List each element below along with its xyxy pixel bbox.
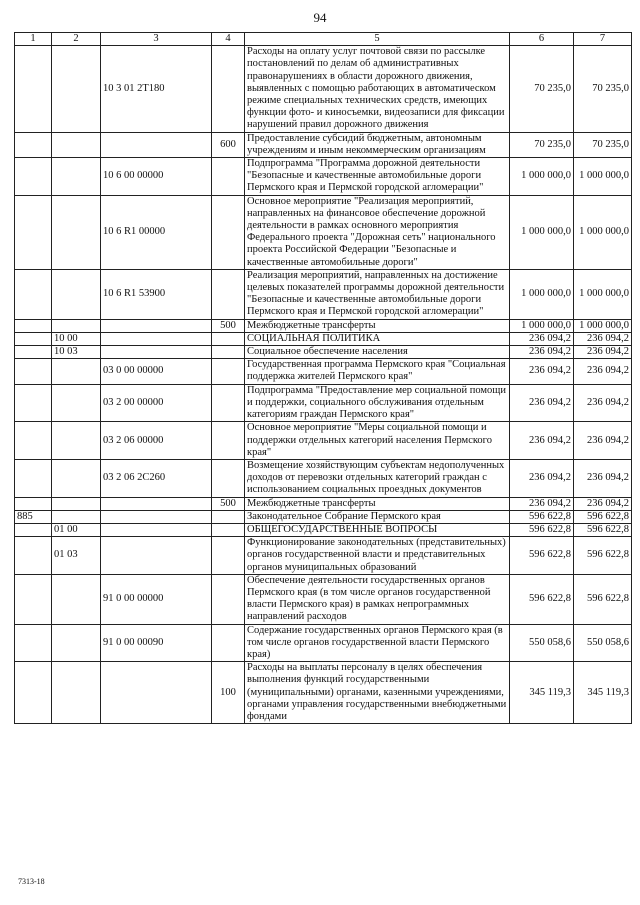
target-article-cell: 10 6 R1 00000 xyxy=(101,195,212,269)
description-cell: Подпрограмма "Предоставление мер социальной помощи и поддержки, социального обслуживания отдельным категориям граждан Пермского края" xyxy=(245,384,510,422)
ministry-code-cell xyxy=(15,624,52,662)
expense-type-cell: 500 xyxy=(212,319,245,332)
table-row xyxy=(15,662,632,724)
amount-2020-cell: 236 094,2 xyxy=(574,332,632,345)
target-article-cell xyxy=(101,510,212,523)
amount-2019-cell: 596 622,8 xyxy=(510,510,574,523)
table-row xyxy=(15,346,632,359)
section-code-cell xyxy=(52,132,101,157)
ministry-code-cell xyxy=(15,195,52,269)
amount-2020-cell: 1 000 000,0 xyxy=(574,158,632,196)
description-cell: Основное мероприятие "Реализация мероприятий, направленных на финансовое обеспечение дорожной деятельности в рамках основного мероприятия Федерального проекта "Дорожная сеть" национального проекта Российской Федерации "Безопасные и качественные автомобильные дороги" xyxy=(245,195,510,269)
section-code-cell xyxy=(52,574,101,624)
target-article-cell: 03 2 06 00000 xyxy=(101,422,212,460)
description-cell: Обеспечение деятельности государственных органов Пермского края (в том числе органов государственной власти Пермского края) в рамках непрограммных направлений расходов xyxy=(245,574,510,624)
target-article-cell xyxy=(101,662,212,724)
budget-table xyxy=(14,32,632,724)
ministry-code-cell xyxy=(15,574,52,624)
target-article-cell xyxy=(101,523,212,536)
ministry-code-cell xyxy=(15,269,52,319)
target-article-cell: 91 0 00 00090 xyxy=(101,624,212,662)
column-header: 5 xyxy=(245,33,510,46)
description-cell: Реализация мероприятий, направленных на достижение целевых показателей программы дорожной деятельности "Безопасные и качественные автомобильные дороги Пермского края и Пермской городской агломерации" xyxy=(245,269,510,319)
table-row xyxy=(15,497,632,510)
description-cell: Законодательное Собрание Пермского края xyxy=(245,510,510,523)
amount-2020-cell: 1 000 000,0 xyxy=(574,269,632,319)
table-row xyxy=(15,359,632,384)
expense-type-cell xyxy=(212,459,245,497)
amount-2019-cell: 236 094,2 xyxy=(510,346,574,359)
ministry-code-cell xyxy=(15,422,52,460)
target-article-cell xyxy=(101,346,212,359)
description-cell: Основное мероприятие "Меры социальной помощи и поддержки отдельных категорий населения Пермского края" xyxy=(245,422,510,460)
description-cell: Подпрограмма "Программа дорожной деятельности "Безопасные и качественные автомобильные дороги Пермского края и Пермской городской агломерации" xyxy=(245,158,510,196)
ministry-code-cell xyxy=(15,46,52,132)
target-article-cell xyxy=(101,537,212,575)
description-cell: Государственная программа Пермского края "Социальная поддержка жителей Пермского края" xyxy=(245,359,510,384)
description-cell: СОЦИАЛЬНАЯ ПОЛИТИКА xyxy=(245,332,510,345)
description-cell: Социальное обеспечение населения xyxy=(245,346,510,359)
document-code: 7313-18 xyxy=(18,877,45,886)
amount-2019-cell: 236 094,2 xyxy=(510,332,574,345)
table-row xyxy=(15,510,632,523)
expense-type-cell: 100 xyxy=(212,662,245,724)
amount-2019-cell: 550 058,6 xyxy=(510,624,574,662)
section-code-cell: 10 03 xyxy=(52,346,101,359)
ministry-code-cell xyxy=(15,497,52,510)
expense-type-cell xyxy=(212,158,245,196)
ministry-code-cell xyxy=(15,319,52,332)
target-article-cell: 03 2 00 00000 xyxy=(101,384,212,422)
ministry-code-cell xyxy=(15,132,52,157)
description-cell: Расходы на выплаты персоналу в целях обеспечения выполнения функций государственными (муниципальными) органами, казенными учреждениями, органами управления государственными внебюджетными фондами xyxy=(245,662,510,724)
ministry-code-cell xyxy=(15,459,52,497)
target-article-cell: 91 0 00 00000 xyxy=(101,574,212,624)
amount-2019-cell: 236 094,2 xyxy=(510,422,574,460)
ministry-code-cell xyxy=(15,359,52,384)
amount-2020-cell: 70 235,0 xyxy=(574,132,632,157)
description-cell: ОБЩЕГОСУДАРСТВЕННЫЕ ВОПРОСЫ xyxy=(245,523,510,536)
expense-type-cell xyxy=(212,195,245,269)
table-row xyxy=(15,624,632,662)
ministry-code-cell xyxy=(15,158,52,196)
target-article-cell: 10 6 R1 53900 xyxy=(101,269,212,319)
expense-type-cell xyxy=(212,346,245,359)
table-row xyxy=(15,319,632,332)
amount-2020-cell: 1 000 000,0 xyxy=(574,319,632,332)
target-article-cell xyxy=(101,319,212,332)
amount-2019-cell: 1 000 000,0 xyxy=(510,269,574,319)
section-code-cell xyxy=(52,269,101,319)
amount-2019-cell: 70 235,0 xyxy=(510,132,574,157)
description-cell: Возмещение хозяйствующим субъектам недополученных доходов от перевозки отдельных категорий граждан с использованием социальных проездных документов xyxy=(245,459,510,497)
section-code-cell xyxy=(52,384,101,422)
description-cell: Функционирование законодательных (представительных) органов государственной власти и представительных органов муниципальных образований xyxy=(245,537,510,575)
table-row xyxy=(15,537,632,575)
column-header: 1 xyxy=(15,33,52,46)
expense-type-cell xyxy=(212,384,245,422)
expense-type-cell xyxy=(212,332,245,345)
amount-2020-cell: 236 094,2 xyxy=(574,459,632,497)
table-row xyxy=(15,132,632,157)
amount-2020-cell: 596 622,8 xyxy=(574,523,632,536)
expense-type-cell xyxy=(212,523,245,536)
section-code-cell: 01 00 xyxy=(52,523,101,536)
amount-2020-cell: 70 235,0 xyxy=(574,46,632,132)
expense-type-cell xyxy=(212,422,245,460)
page-number: 94 xyxy=(313,10,327,25)
target-article-cell: 10 6 00 00000 xyxy=(101,158,212,196)
amount-2019-cell: 345 119,3 xyxy=(510,662,574,724)
target-article-cell xyxy=(101,497,212,510)
description-cell: Предоставление субсидий бюджетным, автономным учреждениям и иным некоммерческим организациям xyxy=(245,132,510,157)
target-article-cell xyxy=(101,332,212,345)
expense-type-cell xyxy=(212,359,245,384)
ministry-code-cell xyxy=(15,346,52,359)
description-cell: Расходы на оплату услуг почтовой связи по рассылке постановлений по делам об административных правонарушениях в области дорожного движения, выявленных с помощью работающих в автоматическом режиме специальных технических средств, имеющих функции фото- и киносъемки, видеозаписи для фиксации нарушений правил дорожного движения xyxy=(245,46,510,132)
ministry-code-cell xyxy=(15,662,52,724)
amount-2020-cell: 236 094,2 xyxy=(574,422,632,460)
ministry-code-cell xyxy=(15,537,52,575)
section-code-cell xyxy=(52,624,101,662)
ministry-code-cell xyxy=(15,523,52,536)
target-article-cell: 10 3 01 2T180 xyxy=(101,46,212,132)
table-row xyxy=(15,195,632,269)
amount-2019-cell: 70 235,0 xyxy=(510,46,574,132)
expense-type-cell: 600 xyxy=(212,132,245,157)
column-header: 2 xyxy=(52,33,101,46)
amount-2019-cell: 236 094,2 xyxy=(510,359,574,384)
section-code-cell xyxy=(52,319,101,332)
section-code-cell xyxy=(52,497,101,510)
expense-type-cell xyxy=(212,624,245,662)
section-code-cell xyxy=(52,158,101,196)
ministry-code-cell xyxy=(15,332,52,345)
section-code-cell xyxy=(52,359,101,384)
expense-type-cell xyxy=(212,269,245,319)
amount-2020-cell: 596 622,8 xyxy=(574,510,632,523)
target-article-cell: 03 2 06 2С260 xyxy=(101,459,212,497)
amount-2019-cell: 236 094,2 xyxy=(510,459,574,497)
amount-2019-cell: 596 622,8 xyxy=(510,537,574,575)
amount-2020-cell: 550 058,6 xyxy=(574,624,632,662)
description-cell: Межбюджетные трансферты xyxy=(245,319,510,332)
target-article-cell xyxy=(101,132,212,157)
table-header-row xyxy=(15,33,632,46)
section-code-cell: 01 03 xyxy=(52,537,101,575)
amount-2020-cell: 236 094,2 xyxy=(574,497,632,510)
expense-type-cell xyxy=(212,510,245,523)
amount-2020-cell: 1 000 000,0 xyxy=(574,195,632,269)
ministry-code-cell xyxy=(15,384,52,422)
section-code-cell xyxy=(52,422,101,460)
table-row xyxy=(15,523,632,536)
expense-type-cell xyxy=(212,574,245,624)
column-header: 7 xyxy=(574,33,632,46)
section-code-cell xyxy=(52,510,101,523)
table-row xyxy=(15,332,632,345)
amount-2020-cell: 236 094,2 xyxy=(574,346,632,359)
table-row xyxy=(15,384,632,422)
expense-type-cell: 500 xyxy=(212,497,245,510)
column-header: 3 xyxy=(101,33,212,46)
section-code-cell xyxy=(52,662,101,724)
table-row xyxy=(15,459,632,497)
amount-2020-cell: 236 094,2 xyxy=(574,384,632,422)
amount-2019-cell: 236 094,2 xyxy=(510,497,574,510)
amount-2019-cell: 596 622,8 xyxy=(510,523,574,536)
table-row xyxy=(15,269,632,319)
column-header: 4 xyxy=(212,33,245,46)
target-article-cell: 03 0 00 00000 xyxy=(101,359,212,384)
expense-type-cell xyxy=(212,537,245,575)
amount-2019-cell: 596 622,8 xyxy=(510,574,574,624)
amount-2020-cell: 236 094,2 xyxy=(574,359,632,384)
table-row xyxy=(15,158,632,196)
section-code-cell: 10 00 xyxy=(52,332,101,345)
amount-2019-cell: 1 000 000,0 xyxy=(510,319,574,332)
section-code-cell xyxy=(52,459,101,497)
description-cell: Содержание государственных органов Пермского края (в том числе органов государственной власти Пермского края) xyxy=(245,624,510,662)
ministry-code-cell: 885 xyxy=(15,510,52,523)
table-row xyxy=(15,574,632,624)
table-row xyxy=(15,46,632,132)
amount-2019-cell: 1 000 000,0 xyxy=(510,158,574,196)
section-code-cell xyxy=(52,195,101,269)
expense-type-cell xyxy=(212,46,245,132)
description-cell: Межбюджетные трансферты xyxy=(245,497,510,510)
table-row xyxy=(15,422,632,460)
amount-2019-cell: 1 000 000,0 xyxy=(510,195,574,269)
amount-2019-cell: 236 094,2 xyxy=(510,384,574,422)
amount-2020-cell: 345 119,3 xyxy=(574,662,632,724)
section-code-cell xyxy=(52,46,101,132)
amount-2020-cell: 596 622,8 xyxy=(574,537,632,575)
column-header: 6 xyxy=(510,33,574,46)
amount-2020-cell: 596 622,8 xyxy=(574,574,632,624)
